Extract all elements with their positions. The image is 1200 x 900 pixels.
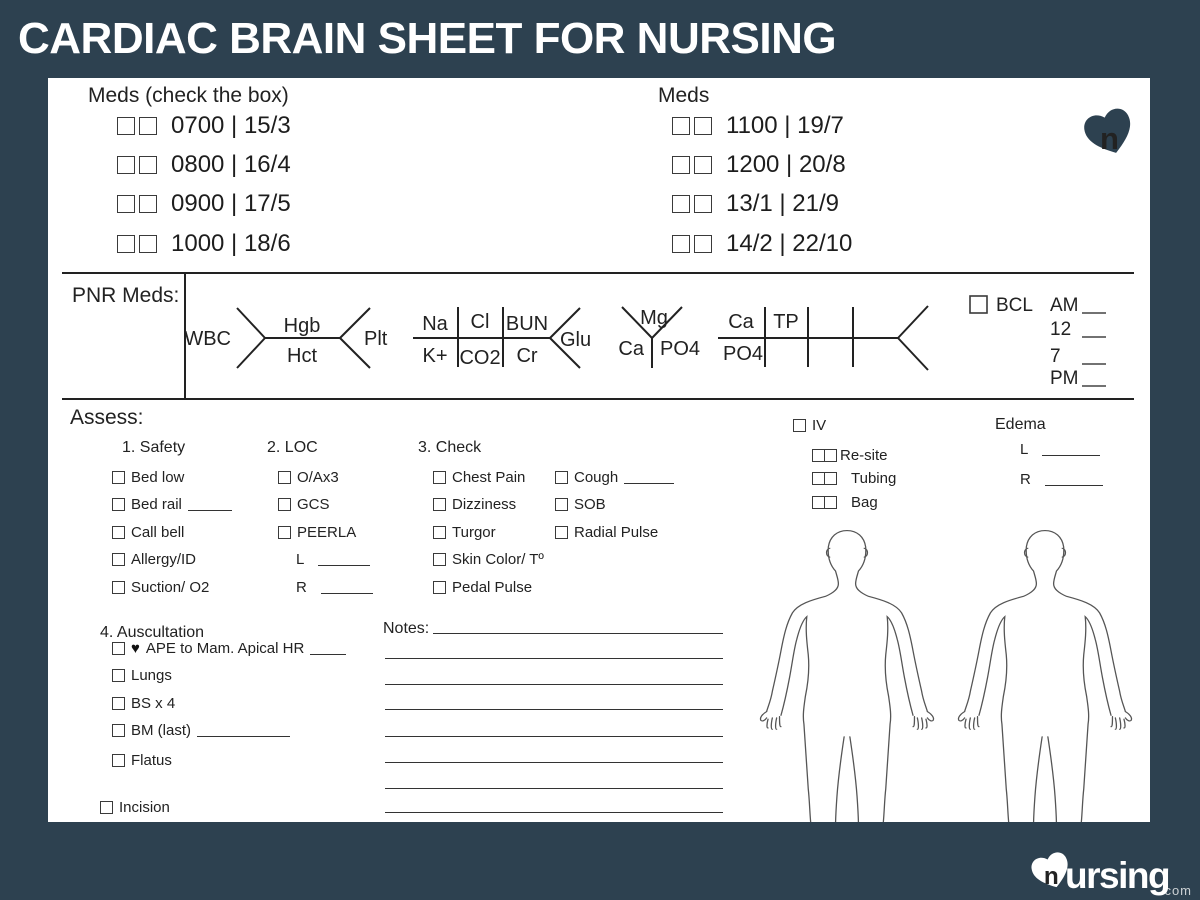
- item-label: L: [296, 550, 305, 568]
- incision-item: [100, 796, 170, 818]
- item-label: PEERLA: [297, 523, 357, 541]
- item-label: Chest Pain: [452, 468, 526, 486]
- med-row: [672, 153, 846, 177]
- iv-item: [793, 414, 826, 436]
- item-label: SOB: [574, 495, 606, 513]
- med-row: [672, 114, 844, 138]
- lab-cl: Cl: [470, 311, 490, 333]
- item-label: L: [1020, 440, 1029, 458]
- med-checkbox[interactable]: [672, 195, 690, 213]
- time-7-label: 7: [1050, 346, 1061, 367]
- brain-sheet: [48, 78, 1150, 822]
- checklist-item: [433, 466, 525, 488]
- notes-line[interactable]: [385, 658, 723, 659]
- lab-ca2: Ca: [728, 311, 754, 333]
- item-label: Re-site: [840, 446, 888, 464]
- lab-plt: Plt: [364, 328, 388, 350]
- nursing-heart-logo: [1080, 103, 1138, 159]
- checkbox[interactable]: [433, 553, 446, 566]
- checklist-item: [433, 521, 496, 543]
- checkbox[interactable]: [278, 471, 291, 484]
- auscultation-title: 4. Auscultation: [100, 624, 205, 641]
- item-label: Skin Color/ Tº: [452, 550, 544, 568]
- notes-line[interactable]: [433, 633, 723, 634]
- lab-po4: PO4: [660, 338, 701, 360]
- med-checkbox[interactable]: [117, 117, 135, 135]
- checklist-item: [112, 548, 196, 570]
- write-in-line[interactable]: [1045, 472, 1103, 486]
- item-label: Lungs: [131, 666, 172, 684]
- med-time-label: 0700 | 15/3: [171, 112, 291, 139]
- med-checkbox[interactable]: [139, 195, 157, 213]
- brand-wordmark: ursing: [1065, 854, 1170, 896]
- time-12-label: 12: [1050, 319, 1072, 340]
- med-checkbox[interactable]: [694, 156, 712, 174]
- med-time-label: 13/1 | 21/9: [726, 190, 839, 217]
- lab-k: K+: [422, 345, 448, 367]
- checklist-item: [112, 637, 346, 659]
- item-label: Bed rail: [131, 495, 182, 513]
- med-checkbox[interactable]: [694, 195, 712, 213]
- checklist-item: [112, 521, 184, 543]
- item-label: Flatus: [131, 751, 172, 769]
- checkbox[interactable]: [555, 471, 568, 484]
- med-row: [672, 232, 852, 256]
- checkbox[interactable]: [112, 581, 125, 594]
- med-checkbox[interactable]: [694, 235, 712, 253]
- iv-resite-item: [812, 444, 888, 466]
- checklist-item: [112, 664, 172, 686]
- pnr-meds-label: PNR Meds:: [72, 284, 180, 307]
- heart-icon: ♥: [131, 639, 140, 657]
- item-label: Turgor: [452, 523, 496, 541]
- checkbox[interactable]: [824, 472, 837, 485]
- lab-fishbone-diagrams: [48, 272, 1150, 399]
- item-label: Bed low: [131, 468, 185, 486]
- med-row: [117, 114, 291, 138]
- med-row: [672, 192, 839, 216]
- checkbox[interactable]: [433, 498, 446, 511]
- safety-title: 1. Safety: [122, 439, 186, 456]
- checklist-item: [278, 493, 330, 515]
- checklist-item: [433, 576, 532, 598]
- brand-tld: .com: [1159, 883, 1192, 898]
- med-time-label: 1200 | 20/8: [726, 151, 846, 178]
- checkbox[interactable]: [112, 498, 125, 511]
- med-checkbox[interactable]: [672, 235, 690, 253]
- checkbox[interactable]: [112, 642, 125, 655]
- med-time-label: 14/2 | 22/10: [726, 230, 853, 257]
- checkbox[interactable]: [433, 471, 446, 484]
- item-label: Cough: [574, 468, 619, 486]
- meds-right-heading: Meds: [658, 84, 710, 107]
- med-checkbox[interactable]: [139, 117, 157, 135]
- item-label: GCS: [297, 495, 330, 513]
- med-time-label: 0900 | 17/5: [171, 190, 291, 217]
- pupil-left-row: [296, 548, 370, 570]
- write-in-line[interactable]: [310, 641, 346, 655]
- med-checkbox[interactable]: [117, 235, 135, 253]
- iv-bag-item: [812, 491, 878, 513]
- lab-bun: BUN: [505, 313, 549, 335]
- lab-ca: Ca: [618, 338, 644, 360]
- checklist-item: [555, 466, 674, 488]
- checkbox[interactable]: [555, 498, 568, 511]
- checklist-item: [433, 548, 544, 570]
- write-in-line[interactable]: [1042, 442, 1100, 456]
- checkbox[interactable]: [112, 471, 125, 484]
- med-time-label: 0800 | 16/4: [171, 151, 291, 178]
- checkbox[interactable]: [100, 801, 113, 814]
- bcl-label: BCL: [996, 295, 1033, 316]
- item-label: Radial Pulse: [574, 523, 659, 541]
- item-label: Bag: [851, 493, 878, 511]
- med-checkbox[interactable]: [672, 117, 690, 135]
- checkbox[interactable]: [278, 526, 291, 539]
- body-diagram-front: [758, 528, 936, 822]
- checklist-item: [112, 749, 172, 771]
- logo-letter: n: [1100, 121, 1119, 156]
- notes-line[interactable]: [385, 762, 723, 763]
- notes-line[interactable]: [385, 812, 723, 813]
- med-row: [117, 153, 291, 177]
- iv-label: IV: [812, 416, 827, 434]
- med-checkbox[interactable]: [694, 117, 712, 135]
- checkbox[interactable]: [112, 697, 125, 710]
- item-label: Call bell: [131, 523, 185, 541]
- time-pm-label: PM: [1050, 368, 1079, 389]
- item-label: Tubing: [851, 469, 897, 487]
- checklist-item: [112, 692, 175, 714]
- med-checkbox[interactable]: [117, 156, 135, 174]
- checkbox[interactable]: [433, 581, 446, 594]
- item-label: Incision: [119, 798, 170, 816]
- write-in-line[interactable]: [197, 723, 290, 737]
- meds-left-heading: Meds (check the box): [88, 84, 289, 107]
- med-row: [117, 232, 291, 256]
- page-title: CARDIAC BRAIN SHEET FOR NURSING: [18, 14, 837, 63]
- edema-left-row: [1020, 438, 1100, 460]
- checklist-item: [112, 576, 209, 598]
- notes-line[interactable]: [385, 684, 723, 685]
- write-in-line[interactable]: [318, 552, 370, 566]
- lab-hgb: Hgb: [283, 315, 321, 337]
- checklist-item: [278, 466, 339, 488]
- item-label: APE to Mam. Apical HR: [145, 639, 305, 657]
- item-label: Allergy/ID: [131, 550, 197, 568]
- check-title: 3. Check: [418, 439, 482, 456]
- lab-tp: TP: [773, 311, 799, 333]
- time-am-label: AM: [1050, 295, 1079, 316]
- med-checkbox[interactable]: [117, 195, 135, 213]
- lab-na: Na: [422, 313, 448, 335]
- checkbox[interactable]: [112, 754, 125, 767]
- nursing-com-logo: [1028, 840, 1196, 898]
- checkbox[interactable]: [278, 498, 291, 511]
- checkbox[interactable]: [433, 526, 446, 539]
- med-time-label: 1100 | 19/7: [726, 112, 844, 139]
- checkbox[interactable]: [112, 553, 125, 566]
- item-label: BM (last): [131, 721, 191, 739]
- checklist-item: [112, 719, 290, 741]
- checkbox[interactable]: [824, 449, 837, 462]
- checklist-item: [555, 521, 658, 543]
- checkbox[interactable]: [112, 724, 125, 737]
- checklist-item: [112, 466, 184, 488]
- item-label: R: [1020, 470, 1031, 488]
- checklist-item: [278, 521, 356, 543]
- med-row: [117, 192, 291, 216]
- assess-heading: Assess:: [70, 406, 144, 429]
- edema-right-row: [1020, 468, 1103, 490]
- write-in-line[interactable]: [188, 497, 232, 511]
- item-label: Dizziness: [452, 495, 517, 513]
- checkbox[interactable]: [824, 496, 837, 509]
- item-label: O/Ax3: [297, 468, 339, 486]
- lab-po42: PO4: [722, 343, 764, 365]
- item-label: Pedal Pulse: [452, 578, 533, 596]
- med-checkbox[interactable]: [139, 235, 157, 253]
- notes-line[interactable]: [385, 736, 723, 737]
- lab-glu: Glu: [560, 329, 592, 351]
- med-checkbox[interactable]: [672, 156, 690, 174]
- logo-letter: n: [1043, 863, 1059, 891]
- checklist-item: [112, 493, 232, 515]
- lab-co2: CO2: [459, 347, 501, 369]
- checkbox[interactable]: [555, 526, 568, 539]
- lab-cr: Cr: [516, 345, 538, 367]
- item-label: R: [296, 578, 307, 596]
- checkbox[interactable]: [112, 526, 125, 539]
- edema-label: Edema: [995, 416, 1046, 433]
- item-label: Suction/ O2: [131, 578, 210, 596]
- med-time-label: 1000 | 18/6: [171, 230, 291, 257]
- pupil-right-row: [296, 576, 373, 598]
- write-in-line[interactable]: [321, 580, 373, 594]
- notes-line[interactable]: [385, 788, 723, 789]
- loc-title: 2. LOC: [267, 439, 318, 456]
- checklist-item: [433, 493, 516, 515]
- write-in-line[interactable]: [624, 470, 674, 484]
- lab-mg: Mg: [640, 307, 668, 329]
- checklist-item: [555, 493, 606, 515]
- med-checkbox[interactable]: [139, 156, 157, 174]
- notes-label: Notes:: [383, 620, 430, 637]
- iv-tubing-item: [812, 467, 896, 489]
- checkbox[interactable]: [112, 669, 125, 682]
- notes-line[interactable]: [385, 709, 723, 710]
- time-write-in-lines[interactable]: [1082, 313, 1106, 386]
- bcl-checkbox[interactable]: [970, 296, 987, 313]
- lab-hct: Hct: [287, 345, 317, 367]
- item-label: BS x 4: [131, 694, 176, 712]
- lab-wbc: WBC: [184, 328, 231, 350]
- checkbox[interactable]: [793, 419, 806, 432]
- body-diagram-back: [956, 528, 1134, 822]
